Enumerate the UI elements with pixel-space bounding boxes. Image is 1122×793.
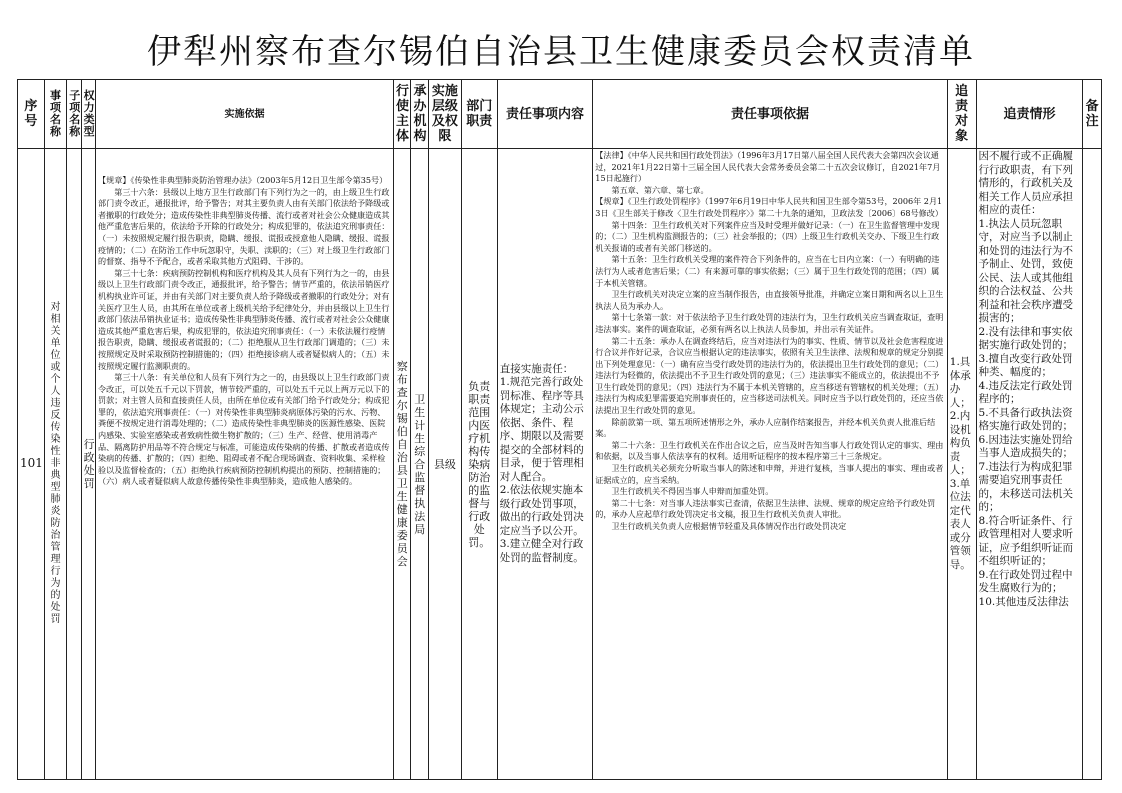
table-row [18,149,1102,780]
handler-text: 卫生计生综合监督执法局 [414,392,426,536]
accountable-text: 1.具体承办人； 2.内设机构负责人； 3.单位法定代表人或分管领导。 [949,356,971,571]
cell-exec-subject [394,149,411,780]
header-basis: 实施依据 [96,80,394,149]
basis-text: 【规章】《传染性非典型肺炎防治管理办法》（2003年5月12日卫生部令第35号） 第三十六条：县级以上地方卫生行政部门有下列行为之一的，由上级卫生行政部门责令改正，通报批评，给予警告；对其主要负责人由有关部门依法给予降级或者撤职的行政处分；造成传染性非典型肺炎传播、流行或者对社会公众健康造成其他严重危害后果的，依法给予开除的行政处分；构成犯罪的，依法追究刑事责任：（一）未按照规定履行报告职责，隐瞒、缓报、谎报或授意他人隐瞒、缓报、谎报疫情的；（二）在防治工作中玩忽职守，失职、渎职的；（三）对上级卫生行政部门的督察、指导不予配合，或者采取其他方式阻碍、干涉的。 第三十七条：疾病预防控制机构和医疗机构及其人员有下列行为之一的，由县级以上卫生行政部门责令改正，通报批评，给予警告；情节严重的，依法吊销医疗机构执业许可证，并由有关部门对主要负责人给予降级或者撤职的行政处分；对有关医疗卫生人员，由其所在单位或者上级机关给予纪律处分，并由县级以上卫生行政部门依法吊销执业证书；造成传染性非典型肺炎传播、流行或者对社会公众健康造成其他严重危害后果，构成犯罪的，依法追究刑事责任：（一）未依法履行疫情报告职责，隐瞒、缓报或者谎报的；（二）拒绝服从卫生行政部门调遣的；（三）未按照规定及时采取预防控制措施的；（四）拒绝接诊病人或者疑似病人的；（五）未按照规定履行监测职责的。 第三十八条：有关单位和人员有下列行为之一的，由县级以上卫生行政部门责令改正，可以处五千元以下罚款，情节较严重的，可以处五千元以上两万元以下的罚款；对主管人员和直接责任人员，由所在单位或有关部门给予行政处分；构成犯罪的，依法追究刑事责任：（一）对传染性非典型肺炎病原体污染的污水、污物、粪便不按规定进行消毒处理的；（二）造成传染性非典型肺炎的医源性感染、医院内感染、实验室感染或者致病性微生物扩散的；（三）生产、经营、使用消毒产品、隔离防护用品等不符合规定与标准，可能造成传染病的传播、扩散或者造成传染病的传播、扩散的；（四）拒绝、阻碍或者不配合现场调查、资料收集、采样检验以及监督检查的；（五）拒绝执行疾病预防控制机构提出的预防、控制措施的；（六）病人或者疑似病人故意传播传染性非典型肺炎，造成他人感染的。 [98,175,390,487]
resp-basis-text: 【法律】《中华人民共和国行政处罚法》（1996年3月17日第八届全国人民代表大会第四次会议通过，2021年1月22日第十三届全国人民代表大会常务委员会第二十五次会议修订，自2021年7月15日起施行） 第五章、第六章、第七章。 【规章】《卫生行政处罚程序》（1997年6月19日中华人民共和国卫生部令第53号，2006年 2月13日《卫生部关于修改〈卫生行政处罚程序〉》第二十九条的通知，卫政法发〔2006〕68号修改） 第十四条：卫生行政机关对下列案件应当及时受理并做好记录：（一）在卫生监督管理中发现的；（二）卫生机构监测报告的；（三）社会举报的；（四）上级卫生行政机关交办、下级卫生行政机关报请的或者有关部门移送的。 第十五条：卫生行政机关受理的案件符合下列条件的，应当在七日内立案：（一）有明确的违法行为人或者危害后果；（二）有来源可靠的事实依据；（三）属于卫生行政处罚的范围；（四）属于本机关管辖。 卫生行政机关对决定立案的应当制作报告，由直接领导批准，并确定立案日期和两名以上卫生执法人员为承办人。 第十七条第一款：对于依法给予卫生行政处罚的违法行为，卫生行政机关应当调查取证，查明违法事实。案件的调查取证，必须有两名以上执法人员参加，并出示有关证件。 第二十五条：承办人在调查终结后，应当对违法行为的事实、性质、情节以及社会危害程度进行合议并作好记录，合议应当根据认定的违法事实，依照有关卫生法律、法规和规章的规定分别提出下列处理意见：（一）确有应当受行政处罚的违法行为的，依法提出卫生行政处罚的意见；（二）违法行为轻微的，依法提出不予卫生行政处罚的意见；（三）违法事实不能成立的，依法提出不予卫生行政处罚的意见；（四）违法行为不属于本机关管辖的，应当移送有管辖权的机关处理；（五）违法行为构成犯罪需要追究刑事责任的，应当移送司法机关。同时应当予以行政处罚的，还应当依法提出卫生行政处罚的意见。 除前款第一项、第五项所述情形之外，承办人应制作结案报告，并经本机关负责人批准后结案。 第二十六条：卫生行政机关在作出合议之后，应当及时告知当事人行政处罚认定的事实、理由和依据，以及当事人依法享有的权利。适用听证程序的按本程序第三十三条规定。 卫生行政机关必须充分听取当事人的陈述和申辩，并进行复核，当事人提出的事实、理由或者证据成立的，应当采纳。 卫生行政机关不得因当事人申辩而加重处罚。 第二十七条：对当事人违法事实已查清，依据卫生法律、法规、规章的规定应给予行政处罚的，承办人应起草行政处罚决定书文稿，报卫生行政机关负责人审批。 卫生行政机关负责人应根据情节轻重及具体情况作出行政处罚决定 [595,150,944,531]
header-resp-basis: 责任事项依据 [593,80,947,149]
responsibility-table-wrap [17,79,1102,780]
cell-seq: 101 [18,149,45,780]
exec-subject-text: 察布查尔锡伯自治县卫生健康委员会 [396,360,408,568]
cell-accountable [947,149,976,780]
item-name-text: 对相关单位或个人违反传染性非典型肺炎防治管理行为的处罚 [50,302,61,625]
cell-item-name [44,149,67,780]
resp-content-text: 直接实施责任： 1.规范完善行政处罚标准、程序等具体规定；主动公示依据、条件、程序、期限以及需要提交的全部材料的目录，便于管理相对人配合。 2.依法依规实施本级行政处罚事项，做出的行政处罚决定应当予以公开。 3.建立健全对行政处罚的监督制度。 [499,362,584,564]
cell-level [428,149,461,780]
dept-duty-text: 负责职责范围内医疗机构传染病防治的监督与行政处罚。 [468,379,491,549]
cell-circumstances [976,149,1083,780]
level-text: 县级 [433,457,456,471]
header-handler: 承办机构 [411,80,428,149]
circumstances-text: 因不履行或不正确履行行政职责，有下列情形的，行政机关及相关工作人员应承担相应的责任： 1.执法人员玩忽职守，对应当予以制止和处罚的违法行为不予制止、处罚，致使公民、法人或其他组织的合法权益、公共利益和社会秩序遭受损害的； 2.没有法律和事实依据实施行政处罚的； 3.擅自改变行政处罚种类、幅度的； 4.违反法定行政处罚程序的； 5.不具备行政执法资格实施行政处罚的； 6.因违法实施处罚给当事人造成损失的； 7.违法行为构成犯罪需要追究刑事责任的，未移送司法机关的； 8.符合听证条件、行政管理相对人要求听证，应予组织听证而不组织听证的； 9.在行政处罚过程中发生腐败行为的； 10.其他违反法律法 [978,150,1074,608]
cell-handler [411,149,428,780]
cell-basis [96,149,394,780]
header-resp-content: 责任事项内容 [497,80,593,149]
header-exec-subject: 行使主体 [394,80,411,149]
header-item-name: 事项名称 [44,80,67,149]
header-seq: 序号 [18,80,45,149]
cell-resp-content [497,149,593,780]
header-power-type: 权力类型 [81,80,95,149]
header-dept-duty: 部门职责 [461,80,497,149]
header-sub-item: 子项名称 [67,80,81,149]
header-circumstances: 追责情形 [976,80,1083,149]
cell-resp-basis [593,149,947,780]
header-accountable: 追责对象 [947,80,976,149]
power-type-text: 行政处罚 [83,438,95,490]
cell-power-type [81,149,95,780]
page-title: 伊犁州察布查尔锡伯自治县卫生健康委员会权责清单 [147,32,975,72]
cell-dept-duty [461,149,497,780]
header-level: 实施层级及权限 [428,80,461,149]
cell-sub-item [67,149,81,780]
table-header-row [18,80,1102,149]
cell-remark [1083,149,1102,780]
header-remark: 备注 [1083,80,1102,149]
responsibility-table [17,79,1102,780]
